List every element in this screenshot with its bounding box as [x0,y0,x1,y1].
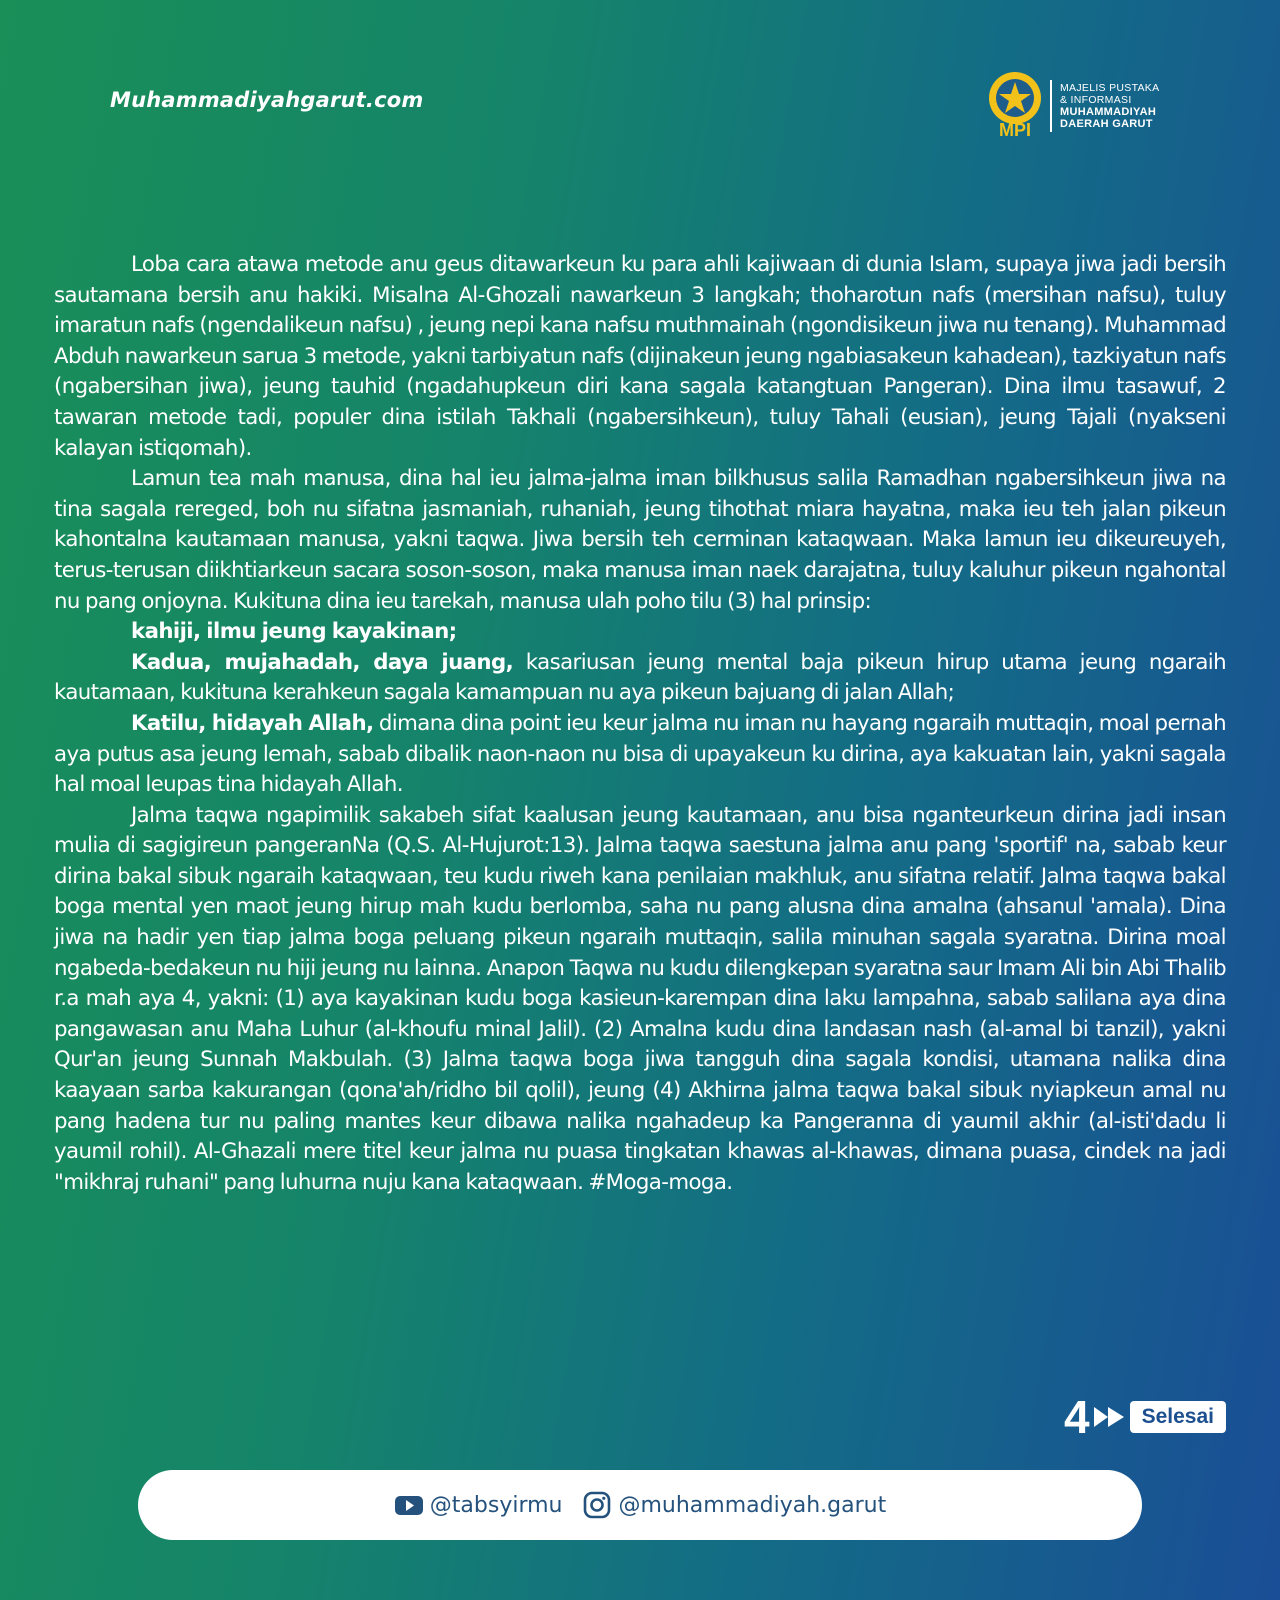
paragraph-6: Jalma taqwa ngapimilik sakabeh sifat kaalusan jeung kautamaan, anu bisa nganteurkeun dirina jadi insan mulia di sagigireun pangeranNa (Q.S. Al-Hujurot:13). Jalma taqwa saestuna jalma anu pang 'sportif' na, sabab keur dirina bakal sibuk ngaraih kataqwaan, teu kudu riweh kana penilaian makhluk, anu sifatna relatif. Jalma taqwa bakal boga mental yen maot jeung hirup mah kudu berlomba, saha nu pang alusna dina amalna (ahsanul 'amala). Dina jiwa na hadir yen tiap jalma boga peluang pikeun ngaraih muttaqin, salila minuhan sagala syaratna. Dirina moal ngabeda-bedakeun nu hiji jeung nu lainna. Anapon Taqwa nu kudu dilengkepan syaratna saur Imam Ali bin Abi Thalib r.a mah aya 4, yakni: (1) aya kayakinan kudu boga kasieun-karempan dina laku lampahna, sabab salilana aya dina pangawasan anu Maha Luhur (al-khoufu minal Jalil). (2) Amalna kudu dina landasan nash (al-amal bi tanzil), yakni Qur'an jeung Sunnah Makbulah. (3) Jalma taqwa boga jiwa tangguh dina sagala kondisi, utamana nalika dina kaayaan sarba kakurangan (qona'ah/ridho bil qolil), jeung (4) Akhirna jalma taqwa bakal sibuk nyiapkeun amal nu pang hadena tur nu paling mantes keur dibawa nalika ngahadeup ka Pangeranna di yaumil akhir (al-isti'dadu li yaumil rohil). Al-Ghazali mere titel keur jalma nu puasa tingkatan khawas al-khawas, dimana puasa, cindek na jadi "mikhraj ruhani" pang luhurna nuju kana kataqwaan. #Moga-moga. [54,802,1226,1195]
logo-line-4: DAERAH GARUT [1060,118,1153,130]
instagram-icon [582,1490,612,1520]
logo-line-2: & INFORMASI [1060,94,1132,106]
paragraph-4 [54,648,1226,709]
mpi-emblem-icon [986,70,1044,142]
point-3-bold: Katilu, hidayah Allah, [131,710,374,736]
social-footer [138,1470,1142,1540]
point-2-text: kasariusan jeung mental baja pikeun hirup utama jeung ngaraih kautamaan, kukituna kerahkeun sagala kamampuan nu aya pikeun bajuang di jalan Allah; [54,649,1226,706]
paragraph-1: Loba cara atawa metode anu geus ditawarkeun ku para ahli kajiwaan di dunia Islam, supaya jiwa jadi bersih sautamana bersih anu hakiki. Misalna Al-Ghozali nawarkeun 3 langkah; thoharotun nafs (mersihan nafsu), tuluy imaratun nafs (ngendalikeun nafsu) , jeung nepi kana nafsu muthmainah (ngondisikeun jiwa nu tenang). Muhammad Abduh nawarkeun sarua 3 metode, yakni tarbiyatun nafs (dijinakeun jeung ngabiasakeun kahadean), tazkiyatun nafs (ngabersihan jiwa), jeung tauhid (ngadahupkeun diri kana sagala katangtuan Pangeran). Dina ilmu tasawuf, 2 tawaran metode tadi, populer dina istilah Takhali (ngabersihkeun), tuluy Tahali (eusian), jeung Tajali (nyakseni kalayan istiqomah). [54,252,1226,461]
finish-badge: Selesai [1130,1401,1226,1433]
paragraph-5 [54,709,1226,801]
point-3-text: dimana dina point ieu keur jalma nu iman nu hayang ngaraih muttaqin, moal pernah aya putus asa jeung lemah, sabab dibalik naon-naon nu bisa di upayakeun ku dirina, aya kakuatan lain, yakni sagala hal moal leupas tina hidayah Allah. [54,710,1226,798]
youtube-link[interactable] [394,1490,563,1520]
site-name: Muhammadiyahgarut.com [110,88,424,112]
paragraph-3 [54,617,1226,648]
instagram-handle: @muhammadiyah.garut [618,1492,887,1518]
point-1-bold: kahiji, ilmu jeung kayakinan; [131,619,457,645]
svg-text:MPI: MPI [998,120,1032,140]
logo-line-1: MAJELIS PUSTAKA [1060,82,1160,94]
logo-line-3: MUHAMMADIYAH [1060,106,1157,118]
youtube-handle: @tabsyirmu [429,1492,563,1518]
paragraph-2: Lamun tea mah manusa, dina hal ieu jalma-jalma iman bilkhusus salila Ramadhan ngabersihkeun jiwa na tina sagala rereged, boh nu sifatna jasmaniah, ruhaniah, jeung tihothat miara hayatna, maka ieu teh jalan pikeun kahontalna kautamaan manusa, yakni taqwa. Jiwa bersih teh cerminan kataqwaan. Maka lamun ieu dikeureuyeh, terus-terusan diikhtiarkeun sacara soson-soson, maka manusa iman naek darajatna, tuluy kaluhur pikeun ngahontal nu pang onjoyna. Kukituna dina ieu tarekah, manusa ulah poho tilu (3) hal prinsip: [54,466,1226,614]
logo-text [1060,82,1159,130]
double-arrow-icon [1092,1403,1126,1431]
instagram-link[interactable] [582,1490,886,1520]
page-indicator [1064,1391,1226,1443]
point-2-bold: Kadua, mujahadah, daya juang, [131,649,514,675]
youtube-icon [394,1490,424,1520]
article-body [54,250,1226,1198]
logo-divider [1050,80,1052,132]
page-number: 4 [1064,1391,1090,1443]
mpi-logo [986,70,1159,142]
